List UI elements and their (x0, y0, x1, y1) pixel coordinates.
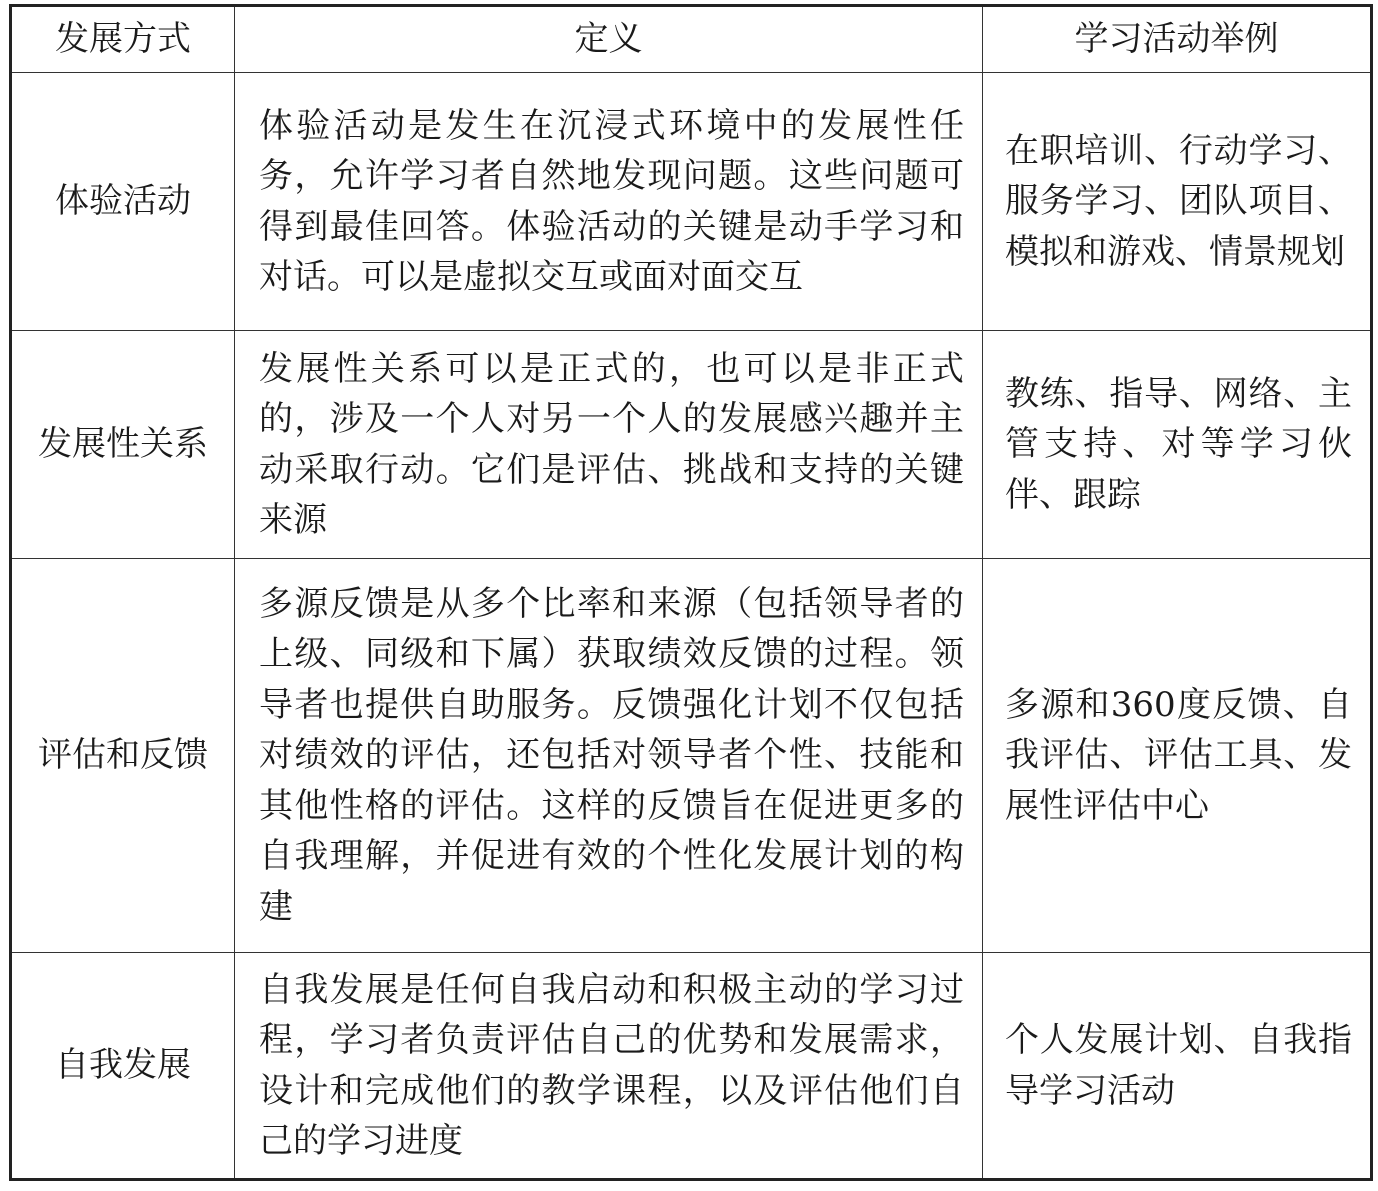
table-row (11, 73, 1372, 331)
header-examples: 学习活动举例 (983, 6, 1372, 73)
header-row (11, 6, 1372, 73)
table-body (11, 73, 1372, 1180)
table-row (11, 953, 1372, 1180)
header-method: 发展方式 (11, 6, 235, 73)
examples-cell: 在职培训、行动学习、服务学习、团队项目、模拟和游戏、情景规划 (983, 73, 1372, 331)
method-cell: 体验活动 (11, 73, 235, 331)
examples-cell: 多源和360度反馈、自我评估、评估工具、发展性评估中心 (983, 559, 1372, 953)
table-row (11, 331, 1372, 559)
method-cell: 自我发展 (11, 953, 235, 1180)
definition-cell: 体验活动是发生在沉浸式环境中的发展性任务，允许学习者自然地发现问题。这些问题可得到最佳回答。体验活动的关键是动手学习和对话。可以是虚拟交互或面对面交互 (235, 73, 983, 331)
method-cell: 发展性关系 (11, 331, 235, 559)
development-methods-table (9, 4, 1373, 1181)
definition-cell: 发展性关系可以是正式的，也可以是非正式的，涉及一个人对另一个人的发展感兴趣并主动采取行动。它们是评估、挑战和支持的关键来源 (235, 331, 983, 559)
definition-cell: 多源反馈是从多个比率和来源（包括领导者的上级、同级和下属）获取绩效反馈的过程。领导者也提供自助服务。反馈强化计划不仅包括对绩效的评估，还包括对领导者个性、技能和其他性格的评估。这样的反馈旨在促进更多的自我理解，并促进有效的个性化发展计划的构建 (235, 559, 983, 953)
definition-cell: 自我发展是任何自我启动和积极主动的学习过程，学习者负责评估自己的优势和发展需求，设计和完成他们的教学课程，以及评估他们自己的学习进度 (235, 953, 983, 1180)
examples-cell: 个人发展计划、自我指导学习活动 (983, 953, 1372, 1180)
table-header (11, 6, 1372, 73)
header-definition: 定义 (235, 6, 983, 73)
examples-cell: 教练、指导、网络、主管支持、对等学习伙伴、跟踪 (983, 331, 1372, 559)
table-row (11, 559, 1372, 953)
method-cell: 评估和反馈 (11, 559, 235, 953)
